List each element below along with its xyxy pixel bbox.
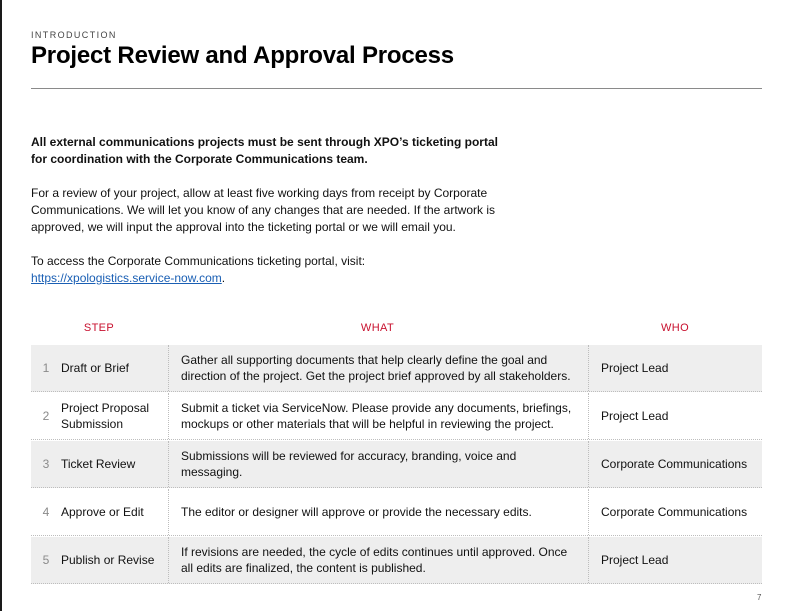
portal-link[interactable]: https://xpologistics.service-now.com [31, 271, 222, 285]
table-row [31, 393, 762, 440]
step-owner: Corporate Communications [601, 505, 748, 519]
step-description: If revisions are needed, the cycle of edits continues until approved. Once all edits are finalized, the content is published. [168, 537, 589, 583]
step-description: Gather all supporting documents that help clearly define the goal and direction of the project. Get the project brief approved by all stakeholders. [168, 345, 589, 391]
intro-text [31, 134, 501, 304]
header-who: WHO [660, 322, 690, 334]
step-owner: Project Lead [601, 361, 669, 375]
header-step: STEP [83, 322, 115, 334]
step-owner: Project Lead [601, 553, 669, 567]
step-number: 3 [42, 457, 50, 471]
step-name: Approve or Edit [61, 505, 144, 519]
step-number: 1 [42, 361, 50, 375]
step-description: The editor or designer will approve or provide the necessary edits. [168, 489, 589, 535]
step-name: Project Proposal Submission [61, 401, 150, 431]
intro-lead: All external communications projects must be sent through XPO’s ticketing portal for coordination with the Corporate Communications team. [31, 135, 498, 166]
section-eyebrow: INTRODUCTION [31, 30, 117, 40]
process-table [31, 318, 762, 584]
page-title: Project Review and Approval Process [31, 42, 454, 69]
table-row [31, 441, 762, 488]
table-header [31, 318, 762, 338]
page-number: 7 [757, 593, 762, 602]
intro-access [31, 253, 501, 287]
table-row [31, 345, 762, 392]
step-owner: Project Lead [601, 409, 669, 423]
step-description: Submit a ticket via ServiceNow. Please provide any documents, briefings, mockups or other materials that will be helpful in reviewing the project. [168, 393, 589, 439]
step-name: Ticket Review [61, 457, 136, 471]
step-description: Submissions will be reviewed for accuracy, branding, voice and messaging. [168, 441, 589, 487]
table-row [31, 537, 762, 584]
title-divider [31, 88, 762, 89]
access-text: To access the Corporate Communications ticketing portal, visit: [31, 254, 366, 268]
step-number: 5 [42, 553, 50, 567]
step-name: Draft or Brief [61, 361, 130, 375]
step-owner: Corporate Communications [601, 457, 748, 471]
intro-review: For a review of your project, allow at least five working days from receipt by Corporate Communications. We will let you know of any changes that are needed. If the artwork is approved, we will input the approval into the ticketing portal or we will email you. [31, 186, 496, 234]
step-number: 4 [42, 505, 50, 519]
step-number: 2 [42, 409, 50, 423]
step-name: Publish or Revise [61, 553, 155, 567]
page-edge-line [0, 0, 2, 611]
table-row [31, 489, 762, 536]
link-suffix: . [221, 271, 226, 285]
header-what: WHAT [360, 322, 395, 334]
